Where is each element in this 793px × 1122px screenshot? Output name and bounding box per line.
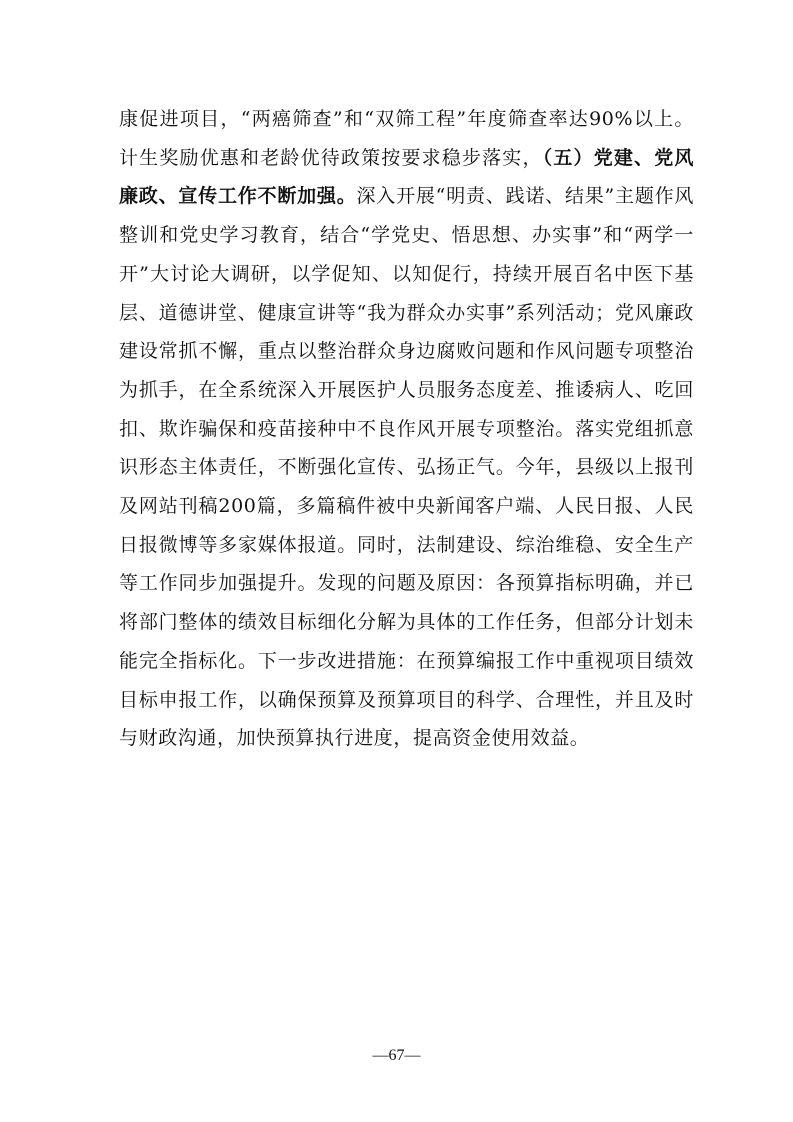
paragraph-text-part-1: 康促进项目，“两癌筛查”和“双筛工程”年度筛查率达90%以上。计生奖励优惠和老龄优待政策按要求稳步落实，: [119, 108, 694, 169]
section-heading-5: （五）党建、党风廉政、宣传工作不断加强。: [119, 146, 694, 208]
paragraph-text-part-2: 深入开展“明责、践诺、结果”主题作风整训和党史学习教育，结合“学党史、悟思想、办实事”和“两学一开”大讨论大调研，以学促知、以知促行，持续开展百名中医下基层、道德讲堂、健康宣讲等“我为群众办实事”系列活动；党风廉政建设常抓不懈，重点以整治群众身边腐败问题和作风问题专项整治为抓手，在全系统深入开展医护人员服务态度差、推诿病人、吃回扣、欺诈骗保和疫苗接种中不良作风开展专项整治。落实党组抓意识形态主体责任，不断强化宣传、弘扬正气。今年，县级以上报刊及网站刊稿200篇，多篇稿件被中央新闻客户端、人民日报、人民日报微博等多家媒体报道。同时，法制建设、综治维稳、安全生产等工作同步加强提升。发现的问题及原因：各预算指标明确，并已将部门整体的绩效目标细化分解为具体的工作任务，但部分计划未能完全指标化。下一步改进措施：在预算编报工作中重视项目绩效目标申报工作，以确保预算及预算项目的科学、合理性，并且及时与财政沟通，加快预算执行进度，提高资金使用效益。: [119, 185, 695, 750]
body-paragraph: [119, 100, 694, 758]
page-number: —67—: [372, 1047, 421, 1064]
